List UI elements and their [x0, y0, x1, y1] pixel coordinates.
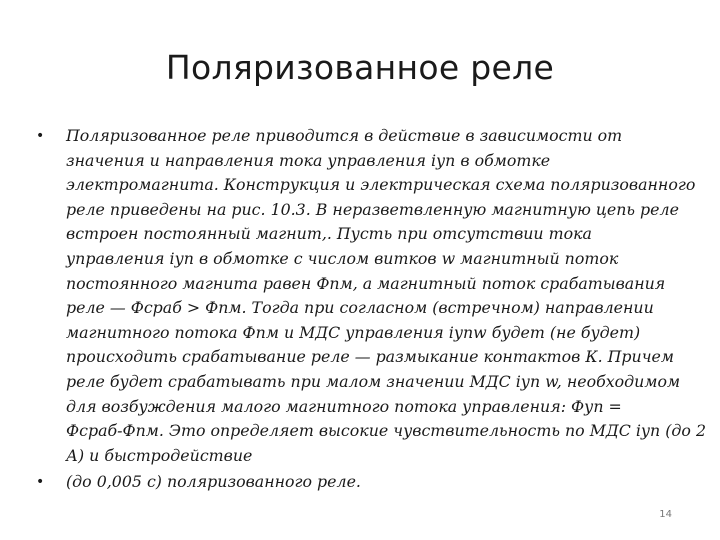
text-line: постоянного магнита равен Фпм, а магнитный поток срабатывания — [66, 273, 666, 293]
text-line: реле приведены на рис. 10.3. В неразветвленную магнитную цепь реле — [66, 199, 679, 219]
bullet-item — [36, 124, 706, 468]
bullet-marker: • — [36, 128, 45, 144]
text-line: электромагнита. Конструкция и электрическая схема поляризованного — [66, 175, 696, 195]
text-line: Фсраб-Фпм. Это определяет высокие чувствительность по МДС iуп (до 2 — [66, 421, 706, 441]
slide-title: Поляризованное реле — [165, 48, 555, 87]
bullet-item — [36, 470, 676, 495]
text-line: значения и направления тока управления iуп в обмотке — [66, 150, 551, 170]
text-line: реле — Фсраб > Фпм. Тогда при согласном (встречном) направлении — [66, 298, 654, 318]
text-line: встроен постоянный магнит,. Пусть при отсутствии тока — [66, 224, 592, 244]
bullet-marker: • — [36, 474, 45, 491]
text-line: для возбуждения малого магнитного потока управления: Фуп = — [66, 396, 622, 416]
page-number: 14 — [659, 509, 672, 520]
text-line: (до 0,005 с) поляризованного реле. — [66, 472, 361, 492]
text-line: реле будет срабатывать при малом значении МДС iуп w, необходимом — [66, 371, 681, 391]
text-line: магнитного потока Фпм и МДС управления iупw будет (не будет) — [66, 322, 641, 342]
text-line: управления iуп в обмотке с числом витков w магнитный поток — [66, 248, 619, 268]
text-line: А) и быстродействие — [66, 445, 253, 465]
bullet-list — [36, 124, 706, 495]
text-line: Поляризованное реле приводится в действие в зависимости от — [66, 126, 623, 145]
text-line: происходить срабатывание реле — размыкание контактов К. Причем — [66, 347, 674, 367]
